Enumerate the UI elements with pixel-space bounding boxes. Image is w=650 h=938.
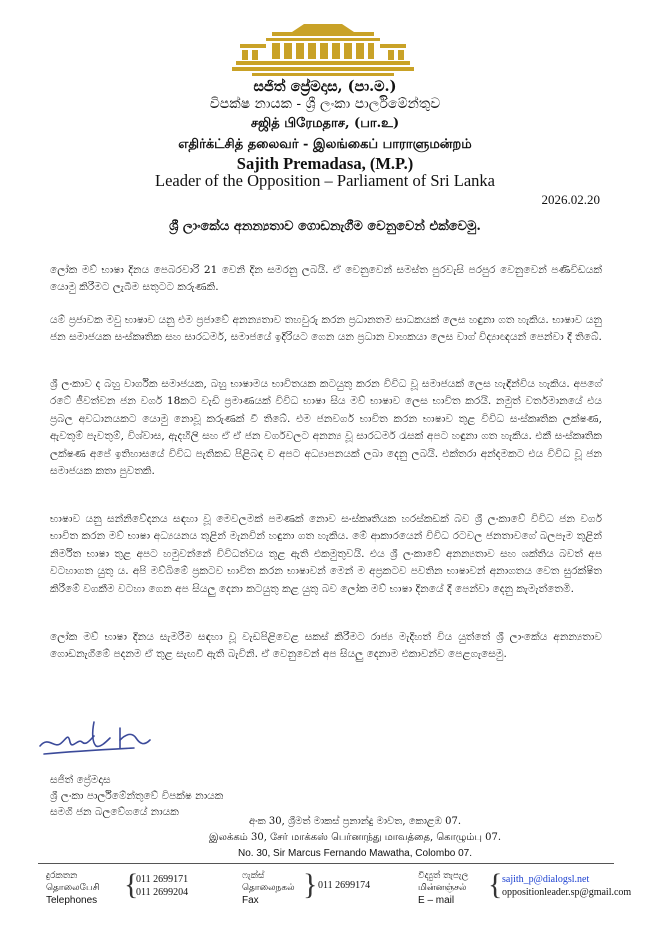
handwritten-signature	[36, 718, 154, 760]
address-english: No. 30, Sir Marcus Fernando Mawatha, Colombo 07.	[238, 848, 472, 859]
email-address-2[interactable]: oppositionleader.sp@gmail.com	[502, 887, 632, 898]
fax-label-english: Fax	[242, 895, 259, 906]
paragraph-2: යම් ප්‍රජාවක මවු භාෂාව යනු එම ප්‍රජාවේ අනන්‍යතාව තහවුරු කරන ප්‍රධානතම සාධකයක් ලෙස හඳුනා ගත හැකිය. භාෂාව යනු ජන සමාජයක සංස්කෘතික සහ සාරධර්ම, සමාජයේ ඉදිරියට ගෙන යන ප්‍රධාන වාහකයා ලෙස වාග් විද්‍යාඥයන් පෙන්වා දී තිබේ.	[50, 314, 602, 344]
fax-number: 011 2699174	[318, 880, 371, 891]
leader-name-tamil: சஜித் பிரேமதாச, (பா.உ)	[250, 116, 400, 131]
paragraph-5: ලෝක මව් භාෂා දිනය සැමරීම සඳහා වූ වැඩපිළිවෙළ සකස් කිරීමට රාජ්‍ය මැදිහත් විය යුත්තේ ශ්‍රී ලාංකේය අනන්‍යතාව ගොඩනැගීමේ පදනම ඒ තුළ සැඟවී ඇති බැවිනි. ඒ වෙනුවෙන් අප සියලු දෙනාම එකාවන්ව පෙළගැසෙමු.	[50, 631, 602, 661]
email-label-english: E – mail	[418, 895, 455, 906]
paragraph-3: ශ්‍රී ලංකාව ද බහු වාර්ගික සමාජයක, බහු භාෂාමය භාවිතයක කටයුතු කරන විවිධ වූ සමාජයක් ලෙස හැඳින්විය හැකිය. අපගේ රටේ ජීවත්වන ජන වර්ග 18කට වැඩි ප්‍රමාණයක් විවිධ භාෂා සිය මව් භාෂාව ලෙස භාවිත කරයි. නමුත් වර්තමානයේ එය ප්‍රබල අවධානයකට යොමු නොවූ කරුණක් වී තිබේ. එම ජනවර්ග භාවිත කරන භාෂාව තුළ විවිධ සංස්කෘතික ලක්ෂණ, ඇවතුම් පැවතුම්, විශ්වාස, ඇදහිලි සහ ඒ ඒ ජන වර්ගවලට අනන්‍ය වූ සාරධර්ම රැසක් අපට හඳුනා ගත හැකිය. එකී සංස්කෘතික ලක්ෂණ අපේ ඉතිහාසයේ විවිධ පැතිකඩ පිළිබඳ ව අපට අධ්‍යාපනයක් ලබා දෙනු ලබයි. එක්තරා අන්දමකට එය විවිධ වූ ජන සමාජයක කතා පුවතකි.	[50, 378, 602, 478]
email-label-sinhala: විද්‍යුත් තැපැල	[418, 871, 469, 881]
email-label-tamil: மின்னஞ்சல்	[418, 883, 467, 893]
letter-date: 2026.02.20	[541, 192, 600, 207]
fax-brace: }	[303, 868, 318, 901]
leader-role-sinhala: විපක්ෂ නායක - ශ්‍රී ලංකා පාර්ලිමේන්තුව	[209, 96, 441, 112]
parliament-logo	[232, 14, 414, 82]
address-tamil: இலக்கம் 30, சேர் மாக்கஸ் பெர்னாந்து மாவத்தை, கொழும்பு 07.	[208, 832, 502, 843]
telephone-label-english: Telephones	[46, 895, 98, 906]
fax-label-tamil: தொலைநகல்	[242, 883, 295, 893]
telephone-number-1: 011 2699171	[136, 874, 189, 885]
paragraph-1: ලෝක මව් භාෂා දිනය පෙබරවාරි 21 වෙනි දින සමරනු ලබයි. ඒ වෙනුවෙන් සමස්ත පුරවැසි පරපුර වෙනුවෙන් පණිවිඩයක් යොමු කිරීමට ලැබීම සතුටට කරුණකි.	[50, 264, 602, 294]
telephone-label-tamil: தொலைபேசி	[46, 883, 100, 893]
leader-role-tamil: எதிர்க்ட்சித் தலைவர் - இலங்கைப் பாராளுமன்றம்	[178, 137, 472, 152]
signatory-title-1: ශ්‍රී ලංකා පාර්ලිමේන්තුවේ විපක්ෂ නායක	[50, 790, 224, 802]
paragraph-4: භාෂාව යනු සන්නිවේදනය සඳහා වූ මෙවලමක් පමණක් නොව සංස්කෘතියක හරස්කඩක් බව ශ්‍රී ලංකාවේ විවිධ ජන වර්ග භාවිත කරන මව් භාෂා අධ්‍යයනය තුළින් මැනවින් හඳුනා ගත හැකිය. මේ ආකාරයෙන් විවිධ රටවල ජනතාවගේ බලපෑම තුළින් නිර්මිත භාෂා තුළ අපට හමුවන්නේ විවිධත්වය තුළ ඇති එකමුතුවයි. එය ශ්‍රී ලංකාවේ අනන්‍යතාව සහ ශක්තිය බවත් අප වටහාගත යුතු ය. අපි මව්බිමේ ප්‍රකටව භාවිත කරන භාෂාවන් මෙන් ම අප්‍රකටව පවතින භාෂාවන් අනාගතය වෙත සුරක්ෂිත කිරීමේ වගකීම වටහා ගෙන අප සියලු දෙනා කටයුතු කළ යුතු බව ලෝක මව් භාෂා දිනයේ දී පෙන්වා දෙනු කැමැත්තෙමි.	[50, 513, 602, 595]
signatory-name: සජිත් ප්‍රේමදාස	[50, 774, 111, 786]
footer-divider	[38, 863, 614, 864]
letter-title: ශ්‍රී ලාංකේය අනන්‍යතාව ගොඩනැගීම වෙනුවෙන් එක්වෙමු.	[169, 219, 481, 234]
telephone-number-2: 011 2699204	[136, 887, 189, 898]
signatory-title-2: සමගි ජන බලවේගයේ නායක	[50, 806, 179, 818]
email-address-1[interactable]: sajith_p@dialogsl.net	[502, 874, 590, 885]
leader-name-sinhala: සජිත් ප්‍රේමදාස, (පා.ම.)	[253, 78, 397, 95]
telephone-label-sinhala: දුරකතන	[46, 871, 78, 881]
fax-label-sinhala: ෆැක්ස්	[242, 871, 265, 881]
email-brace: {	[488, 868, 503, 901]
address-sinhala: අංක 30, ශ්‍රීමත් මාකස් ප්‍රනාන්දු මාවත, කොළඹ 07.	[248, 816, 462, 827]
leader-name-english: Sajith Premadasa, (M.P.)	[236, 154, 414, 173]
leader-role-english: Leader of the Opposition – Parliament of Sri Lanka	[155, 171, 495, 190]
telephone-brace: {	[124, 868, 139, 901]
